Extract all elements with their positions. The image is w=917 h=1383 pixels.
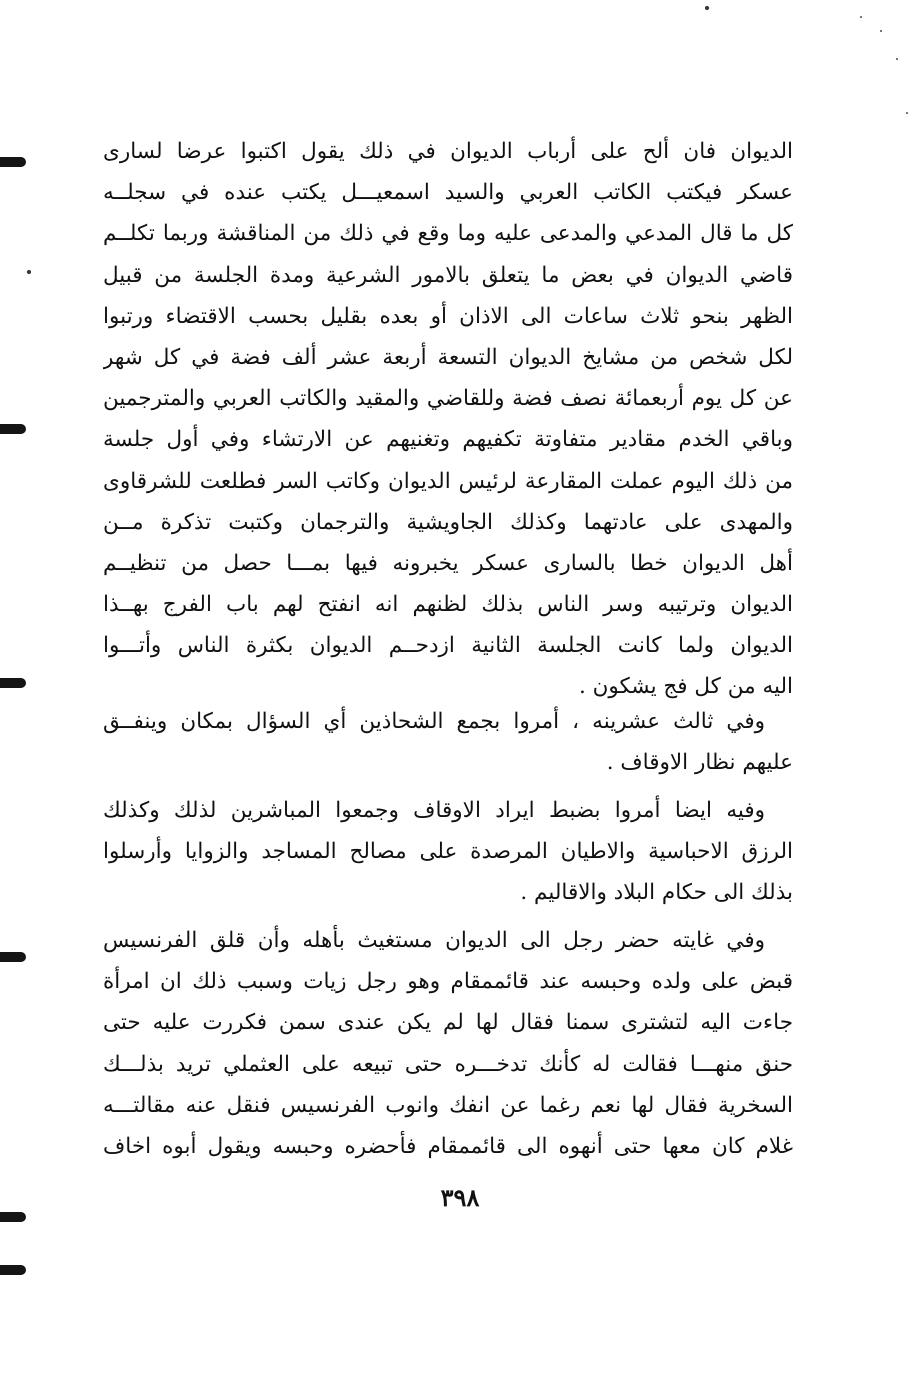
page-number: ٣٩٨ xyxy=(440,1183,480,1212)
scan-speck xyxy=(27,270,31,274)
text-line: الرزق الاحباسية والاطيان المرصدة على مصالح المساجد والزوايا وأرسلوا xyxy=(103,839,793,865)
text-line: كل ما قال المدعي والمدعى عليه وما وقع في ذلك من المناقشة وربما تكلــم xyxy=(103,221,793,247)
text-line: الديوان فان ألح على أرباب الديوان في ذلك يقول اكتبوا عرضا لسارى xyxy=(103,139,793,164)
paragraph-2 xyxy=(103,701,793,783)
binding-mark xyxy=(0,678,26,688)
text-line: الديوان ولما كانت الجلسة الثانية ازدحــم الديوان بكثرة الناس وأتـــوا xyxy=(103,633,793,659)
paragraph-4 xyxy=(103,920,793,1167)
binding-mark xyxy=(0,424,26,434)
text-line: عليهم نظار الاوقاف . xyxy=(606,750,793,776)
text-line: أهل الديوان خطا بالسارى عسكر يخبرونه فيها بمـــا حصل من تنظيــم xyxy=(103,550,793,576)
text-line: غلام كان معها حتى أنهوه الى قائممقام فأحضره وحبسه ويقول أبوه اخاف xyxy=(103,1133,793,1159)
binding-mark xyxy=(0,1265,26,1275)
scan-speck xyxy=(896,58,898,60)
text-line: عن كل يوم أربعمائة نصف فضة وللقاضي والمقيد والكاتب العربي والمترجمين xyxy=(103,386,793,412)
text-line: وفيه ايضا أمروا بضبط ايراد الاوقاف وجمعوا المباشرين لذلك وكذلك xyxy=(103,798,765,823)
paragraph-1 xyxy=(103,131,793,708)
text-line: اليه من كل فج يشكون . xyxy=(578,674,793,700)
paragraph-3 xyxy=(103,790,793,914)
scan-speck xyxy=(705,6,709,10)
scan-speck xyxy=(906,112,908,114)
text-line: جاءت اليه لتشترى سمنا فقال لها لم يكن عندى سمن فكررت عليه حتى xyxy=(103,1010,793,1036)
text-line: حنق منهـــا فقالت له كأنك تدخـــره حتى تبيعه على العثملي تريد بذلـــك xyxy=(103,1051,793,1077)
text-line: عسكر فيكتب الكاتب العربي والسيد اسمعيـــل يكتب عنده في سجلــه xyxy=(103,180,793,206)
binding-mark xyxy=(0,952,26,962)
binding-mark xyxy=(0,1212,26,1222)
text-line: قبض على ولده وحبسه عند قائممقام وهو رجل زيات وسبب ذلك ان امرأة xyxy=(103,969,793,995)
text-line: السخرية فقال لها نعم رغما عن انفك وانوب الفرنسيس فنقل عنه مقالتـــه xyxy=(103,1092,793,1118)
text-line: والمهدى على عادتهما وكذلك الجاويشية والترجمان وكتبت تذكرة مــن xyxy=(103,509,793,535)
scan-speck xyxy=(860,16,862,18)
text-line: بذلك الى حكام البلاد والاقاليم . xyxy=(520,880,793,906)
text-line: لكل شخص من مشايخ الديوان التسعة أربعة عشر ألف فضة في كل شهر xyxy=(103,344,793,370)
binding-mark xyxy=(0,157,26,167)
text-line: قاضي الديوان في بعض ما يتعلق بالامور الشرعية ومدة الجلسة من قبيل xyxy=(103,262,793,288)
text-line: وفي غايته حضر رجل الى الديوان مستغيث بأهله وأن قلق الفرنسيس xyxy=(103,928,765,953)
text-line: الديوان وترتيبه وسر الناس بذلك لظنهم انه انفتح لهم باب الفرج بهــذا xyxy=(103,592,793,618)
text-line: الظهر بنحو ثلاث ساعات الى الاذان أو بعده بقليل بحسب الاقتضاء ورتبوا xyxy=(103,303,793,329)
text-line: من ذلك اليوم عملت المقارعة لرئيس الديوان وكاتب السر فطلعت للشرقاوى xyxy=(103,468,793,494)
text-line: وفي ثالث عشرينه ، أمروا بجمع الشحاذين أي السؤال بمكان وينفــق xyxy=(103,709,765,734)
scan-speck xyxy=(880,30,882,32)
text-line: وباقي الخدم مقادير متفاوتة تكفيهم وتغنيهم عن الارتشاء وفي أول جلسة xyxy=(103,427,793,453)
